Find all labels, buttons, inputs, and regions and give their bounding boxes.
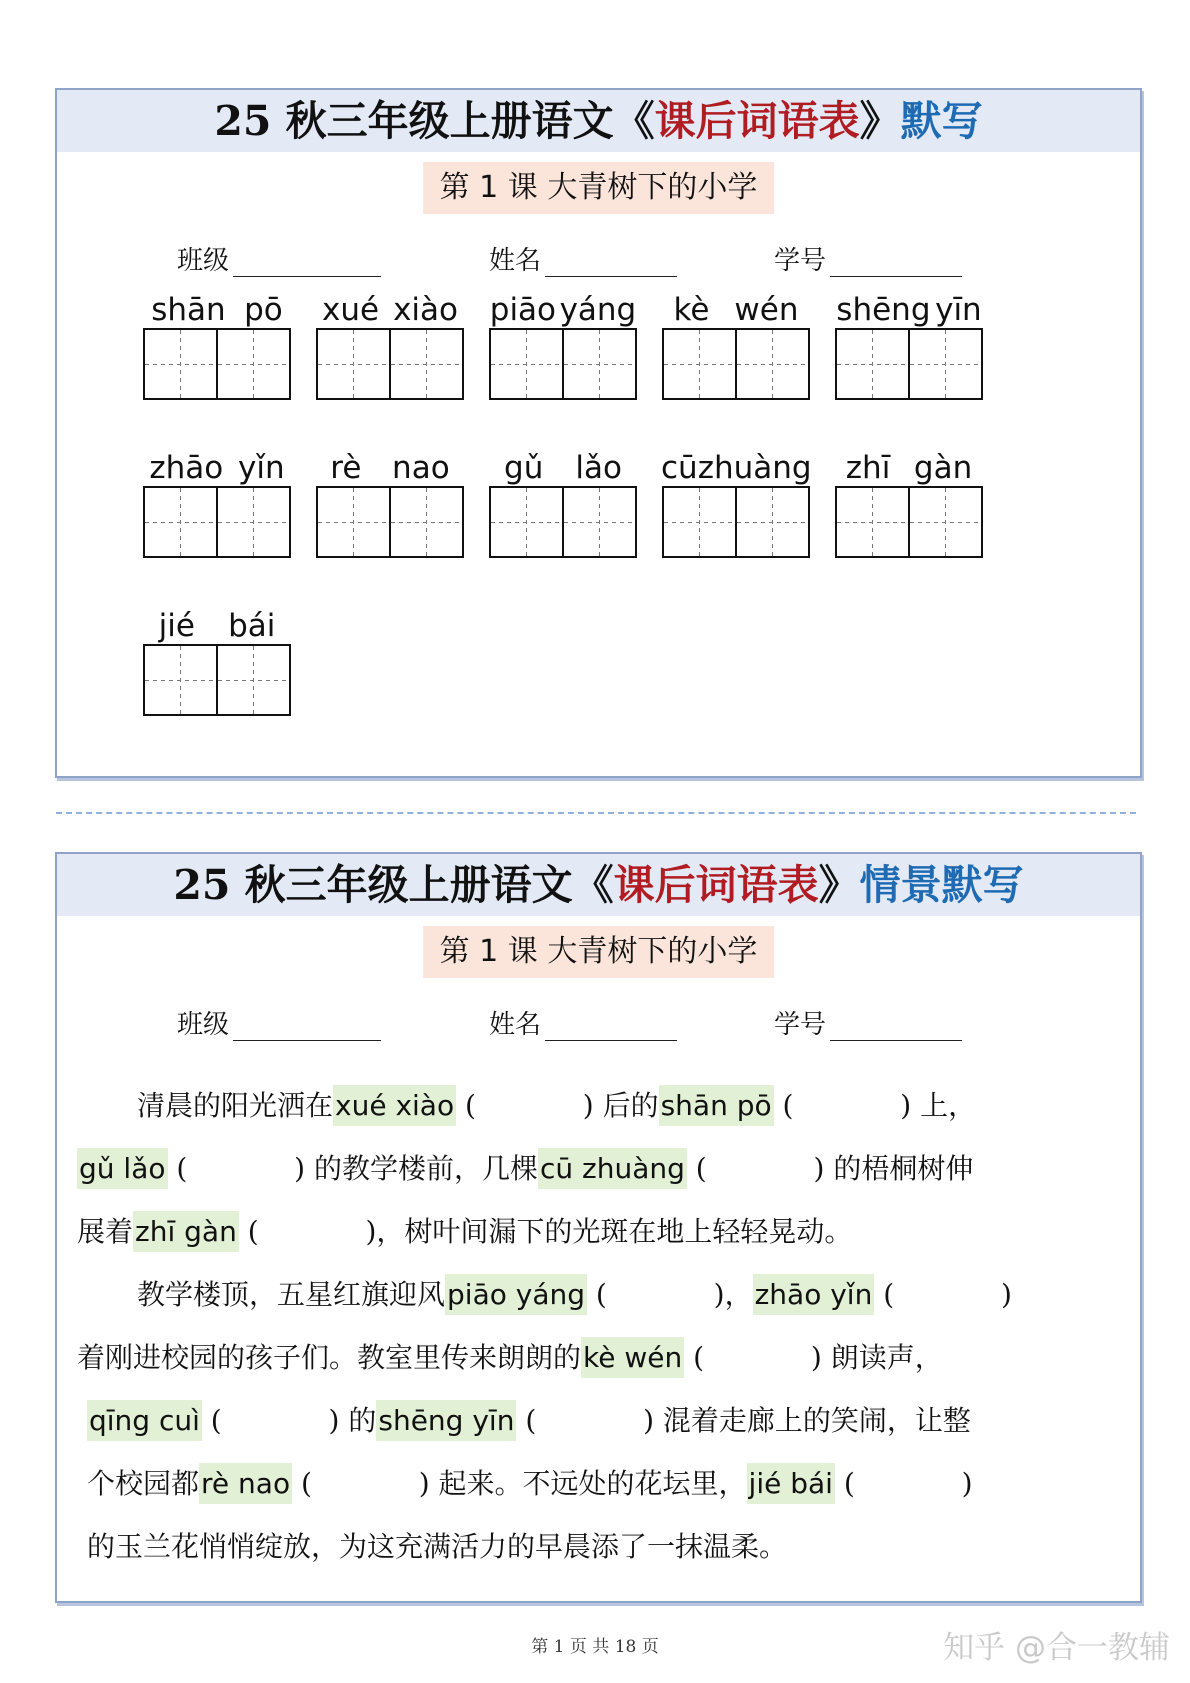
writing-grid[interactable] (489, 486, 637, 558)
pinyin (315, 286, 465, 328)
story-line (77, 1515, 1122, 1578)
class-label: 班级 (177, 1010, 230, 1040)
title-suffix: 默写 (900, 97, 983, 145)
pinyin (142, 286, 292, 328)
pinyin-highlight: jié bái (747, 1463, 835, 1504)
story-text: 的玉兰花悄悄绽放，为这充满活力的早晨添了一抹温柔。 (87, 1530, 788, 1563)
story-text: 朗读声， (830, 1341, 943, 1374)
title-prefix: 25 秋三年级上册语文《 (173, 861, 614, 909)
context-dictation-worksheet (55, 852, 1142, 1603)
story-text: 清晨的阳光洒在 (137, 1089, 334, 1122)
pinyin-syllable: shēng (836, 292, 931, 328)
title-highlight: 课后词语表 (654, 97, 860, 145)
grid-square[interactable] (145, 488, 216, 556)
pinyin (142, 444, 292, 486)
title-highlight: 课后词语表 (613, 861, 819, 909)
word-cell (315, 286, 465, 400)
answer-blank[interactable]: ( ) (238, 1215, 377, 1248)
grid-square[interactable] (216, 330, 289, 398)
pinyin-syllable: kè (673, 292, 710, 328)
pinyin-highlight: shēng yīn (376, 1400, 516, 1441)
class-blank[interactable] (233, 1010, 381, 1041)
pinyin-syllable: wén (734, 292, 799, 328)
word-cell (142, 602, 292, 716)
grid-square[interactable] (318, 330, 389, 398)
word-cell (834, 286, 984, 400)
pinyin-syllable: gàn (913, 450, 973, 486)
pinyin-syllable: bái (228, 608, 276, 644)
story-line (77, 1389, 1122, 1452)
grid-square[interactable] (562, 488, 635, 556)
pinyin-syllable: jié (158, 608, 195, 644)
pinyin-syllable: piāo (489, 292, 557, 328)
writing-grid[interactable] (143, 644, 291, 716)
pinyin (661, 286, 811, 328)
grid-square[interactable] (562, 330, 635, 398)
dictation-worksheet (55, 88, 1142, 778)
pinyin-highlight: zhī gàn (133, 1211, 239, 1252)
answer-blank[interactable]: ( ) (684, 1341, 831, 1374)
word-cell (488, 444, 638, 558)
grid-square[interactable] (389, 488, 462, 556)
word-cell (661, 286, 811, 400)
grid-square[interactable] (664, 488, 735, 556)
word-cell (142, 444, 292, 558)
story-line (77, 1452, 1122, 1515)
story-line (77, 1137, 1122, 1200)
grid-square[interactable] (216, 488, 289, 556)
pinyin (315, 444, 465, 486)
worksheet-title (57, 854, 1140, 916)
story-line (77, 1263, 1122, 1326)
name-field[interactable] (489, 240, 677, 277)
pinyin-highlight: rè nao (199, 1463, 292, 1504)
answer-blank[interactable]: ( ) (167, 1152, 314, 1185)
pinyin (661, 444, 811, 486)
id-blank[interactable] (830, 246, 962, 277)
grid-square[interactable] (908, 488, 981, 556)
writing-grid[interactable] (143, 486, 291, 558)
answer-blank[interactable]: ( ) (773, 1089, 921, 1122)
watermark: 知乎 @合一教辅 (943, 1630, 1170, 1666)
grid-square[interactable] (908, 330, 981, 398)
name-label: 姓名 (489, 246, 542, 276)
name-blank[interactable] (545, 246, 677, 277)
title-prefix: 25 秋三年级上册语文《 (214, 97, 655, 145)
worksheet-title (57, 90, 1140, 152)
title-suffix: 情景默写 (859, 861, 1024, 909)
story-text: ， (724, 1278, 753, 1311)
pinyin-highlight: qīng cuì (87, 1400, 202, 1441)
story-text: 教学楼顶，五星红旗迎风 (137, 1278, 446, 1311)
answer-blank[interactable]: ( ) (587, 1278, 725, 1311)
grid-square[interactable] (216, 646, 289, 714)
writing-grid[interactable] (662, 328, 810, 400)
story-passage (77, 1074, 1122, 1578)
pinyin-syllable: cū (661, 450, 698, 486)
grid-square[interactable] (145, 330, 216, 398)
pinyin-syllable: zhāo (149, 450, 224, 486)
dashed-divider (56, 812, 1136, 814)
answer-blank[interactable]: ( ) (874, 1278, 1012, 1311)
title-close: 》 (859, 97, 901, 145)
grid-square[interactable] (491, 488, 562, 556)
pinyin-syllable: lǎo (575, 450, 622, 486)
pinyin-highlight: zhāo yǐn (753, 1274, 875, 1315)
story-line (77, 1074, 1122, 1137)
lesson-label: 第 1 课 大青树下的小学 (423, 162, 775, 214)
grid-square[interactable] (837, 330, 908, 398)
word-cell (661, 444, 811, 558)
story-text: 的教学楼前，几棵 (313, 1152, 538, 1185)
pinyin-syllable: nao (392, 450, 450, 486)
class-label: 班级 (177, 246, 230, 276)
pinyin-highlight: piāo yáng (445, 1274, 587, 1315)
story-text: 个校园都 (87, 1467, 200, 1500)
story-text: 起来。不远处的花坛里， (438, 1467, 747, 1500)
writing-grid[interactable] (662, 486, 810, 558)
story-text: 后的 (602, 1089, 659, 1122)
story-text: ，树叶间漏下的光斑在地上轻轻晃动。 (376, 1215, 853, 1248)
answer-blank[interactable]: ( ) (686, 1152, 834, 1185)
writing-grid[interactable] (143, 328, 291, 400)
page-footer: 第 1 页 共 18 页 (531, 1637, 659, 1657)
id-label: 学号 (774, 246, 827, 276)
pinyin (834, 444, 984, 486)
story-text: 混着走廊上的笑闹，让整 (662, 1404, 971, 1437)
answer-blank[interactable]: ( ) (292, 1467, 439, 1500)
answer-blank[interactable]: ( ) (516, 1404, 663, 1437)
story-text: 展着 (77, 1215, 134, 1248)
pinyin-highlight: kè wén (581, 1337, 684, 1378)
pinyin-syllable: xiào (393, 292, 458, 328)
story-text: 着刚进校园的孩子们。教室里传来朗朗的 (77, 1341, 582, 1374)
id-field[interactable] (774, 240, 962, 277)
pinyin-syllable: gǔ (504, 450, 544, 486)
answer-blank[interactable]: ( ) (201, 1404, 349, 1437)
student-info-row (57, 1004, 1140, 1044)
pinyin-highlight: shān pō (659, 1085, 774, 1126)
story-text: 的 (348, 1404, 377, 1437)
title-close: 》 (818, 861, 860, 909)
pinyin-syllable: yǐn (238, 450, 285, 486)
pinyin-syllable: pō (244, 292, 283, 328)
pinyin (488, 444, 638, 486)
story-text: 上， (920, 1089, 977, 1122)
pinyin (834, 286, 984, 328)
answer-blank[interactable]: ( ) (834, 1467, 973, 1500)
class-field[interactable] (177, 1004, 381, 1041)
grid-square[interactable] (837, 488, 908, 556)
pinyin-highlight: xué xiào (333, 1085, 456, 1126)
story-text: 的梧桐树伸 (833, 1152, 974, 1185)
class-blank[interactable] (233, 246, 381, 277)
writing-grid[interactable] (316, 328, 464, 400)
id-field[interactable] (774, 1004, 962, 1041)
answer-blank[interactable]: ( ) (456, 1089, 603, 1122)
name-field[interactable] (489, 1004, 677, 1041)
grid-square[interactable] (389, 330, 462, 398)
writing-grid[interactable] (835, 486, 983, 558)
student-info-row (57, 240, 1140, 280)
grid-square[interactable] (145, 646, 216, 714)
pinyin-syllable: yáng (559, 292, 637, 328)
grid-square[interactable] (491, 330, 562, 398)
pinyin-syllable: zhī (845, 450, 891, 486)
writing-grid[interactable] (489, 328, 637, 400)
word-cell (834, 444, 984, 558)
id-blank[interactable] (830, 1010, 962, 1041)
word-cell (488, 286, 638, 400)
pinyin (142, 602, 292, 644)
pinyin-syllable: yīn (935, 292, 982, 328)
class-field[interactable] (177, 240, 381, 277)
pinyin (488, 286, 638, 328)
grid-square[interactable] (735, 330, 808, 398)
name-label: 姓名 (489, 1010, 542, 1040)
grid-square[interactable] (664, 330, 735, 398)
pinyin-highlight: cū zhuàng (538, 1148, 687, 1189)
id-label: 学号 (774, 1010, 827, 1040)
word-cell (315, 444, 465, 558)
word-cell (142, 286, 292, 400)
pinyin-syllable: shān (151, 292, 226, 328)
pinyin-syllable: rè (330, 450, 362, 486)
story-line (77, 1200, 1122, 1263)
pinyin-syllable: xué (322, 292, 380, 328)
story-line (77, 1326, 1122, 1389)
pinyin-syllable: zhuàng (697, 450, 812, 486)
name-blank[interactable] (545, 1010, 677, 1041)
grid-square[interactable] (735, 488, 808, 556)
lesson-label: 第 1 课 大青树下的小学 (423, 926, 775, 978)
grid-square[interactable] (318, 488, 389, 556)
writing-grid[interactable] (835, 328, 983, 400)
writing-grid[interactable] (316, 486, 464, 558)
pinyin-highlight: gǔ lǎo (77, 1148, 168, 1189)
